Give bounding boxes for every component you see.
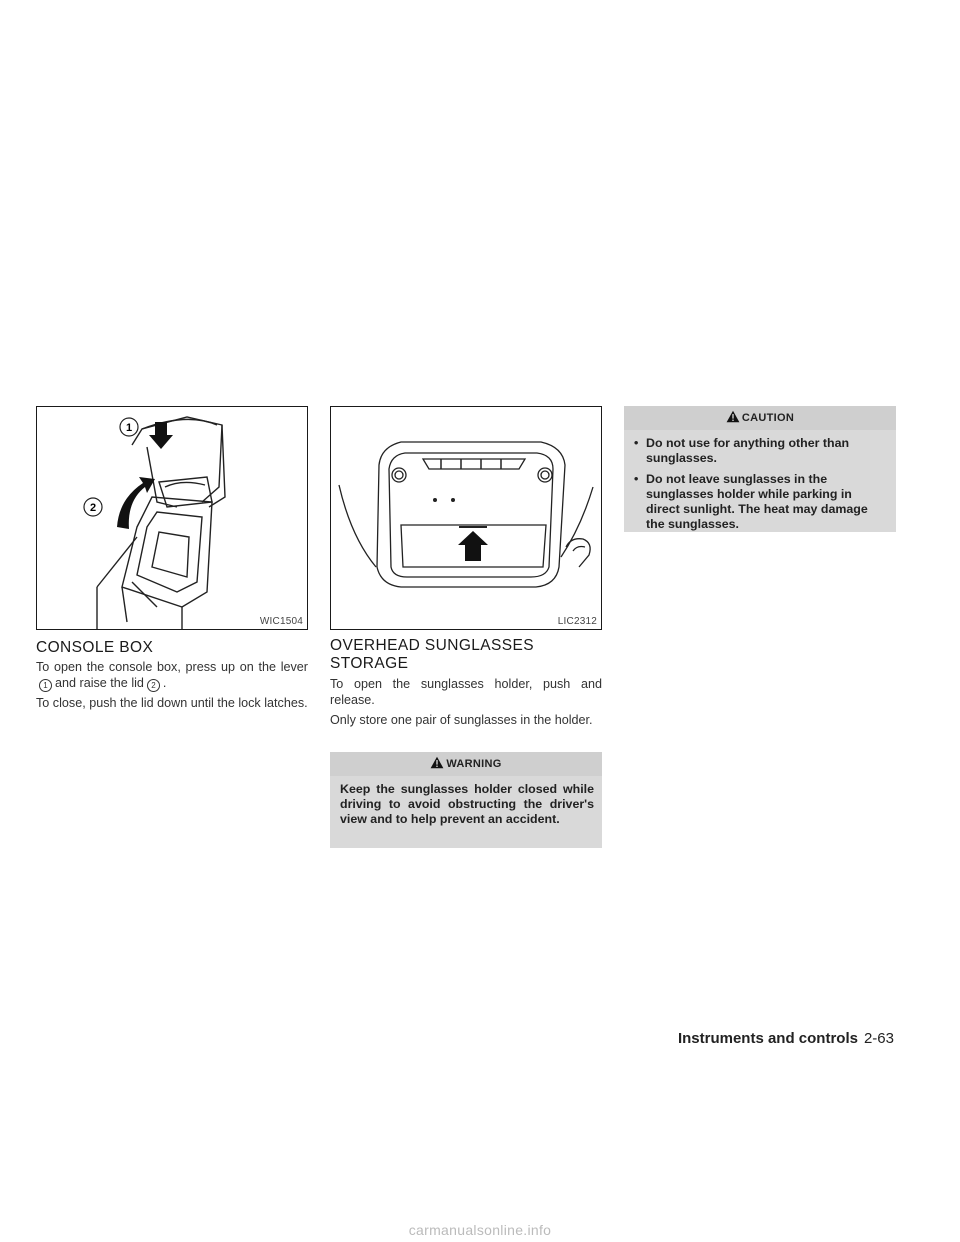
page-number: 2-63	[863, 1030, 894, 1047]
section-title: Instruments and controls	[677, 1030, 858, 1047]
sunglasses-figure	[330, 406, 602, 630]
callout-2: 2	[89, 502, 97, 514]
callout-2-ref: 2	[147, 679, 160, 692]
bullet: •	[634, 472, 639, 486]
callout-1: 1	[125, 422, 133, 434]
callout-1-ref: 1	[39, 679, 52, 692]
console-box-illustration	[37, 407, 307, 629]
para-text: .	[162, 675, 167, 690]
sunglasses-heading	[330, 637, 534, 673]
caution-body	[634, 436, 888, 538]
warning-body	[340, 782, 594, 827]
caution-icon	[726, 410, 740, 423]
caution-item-text: Do not use for anything other than sunglasses.	[646, 436, 850, 465]
warning-text: Keep the sunglasses holder closed while driving to avoid obstructing the driver's view and to help prevent an accident.	[340, 782, 594, 826]
caution-list	[634, 436, 888, 532]
caution-header	[624, 406, 896, 430]
caution-item	[634, 436, 888, 466]
warning-icon	[430, 756, 444, 769]
console-box-para-2: To close, push the lid down until the lock latches.	[36, 696, 308, 710]
caution-box	[624, 406, 896, 532]
warning-title: WARNING	[446, 758, 502, 770]
caution-item-text: Do not leave sunglasses in the sunglasses holder while parking in direct sunlight. The heat may damage the sunglasses.	[646, 472, 868, 531]
console-box-heading: CONSOLE BOX	[36, 639, 154, 656]
figure-code: LIC2312	[557, 616, 597, 627]
console-box-para-1	[36, 660, 308, 692]
warning-box	[330, 752, 602, 848]
caution-title: CAUTION	[741, 412, 795, 424]
heading-line-1: OVERHEAD SUNGLASSES	[330, 637, 534, 654]
para-text: and raise the lid	[55, 675, 144, 690]
bullet: •	[634, 436, 639, 450]
warning-header	[330, 752, 602, 776]
console-box-figure	[36, 406, 308, 630]
para-text: To open the console box, press up on the lever	[36, 660, 308, 674]
page-footer	[678, 1030, 894, 1047]
sunglasses-para-1: To open the sunglasses holder, push and release.	[330, 677, 602, 707]
sunglasses-para-2: Only store one pair of sunglasses in the holder.	[330, 713, 593, 727]
sunglasses-illustration	[331, 407, 601, 629]
caution-item	[634, 472, 888, 532]
watermark: carmanualsonline.info	[408, 1222, 552, 1238]
heading-line-2: STORAGE	[330, 655, 409, 672]
figure-code: WIC1504	[259, 616, 303, 627]
